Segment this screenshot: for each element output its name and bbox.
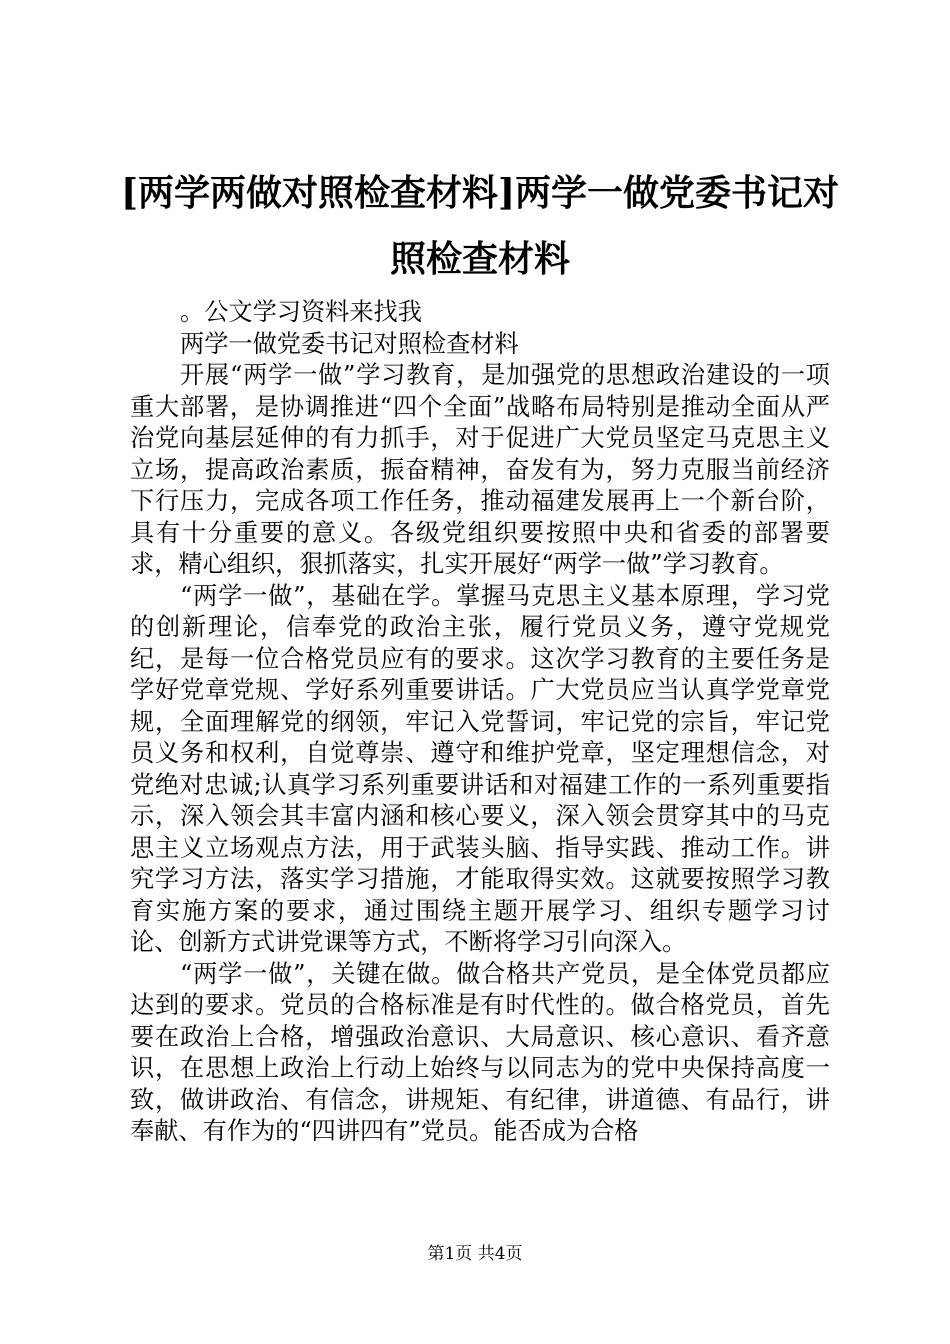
paragraph-practice: “两学一做”，关键在做。做合格共产党员，是全体党员都应达到的要求。党员的合格标准是有时代性的。做合格党员，首先要在政治上合格，增强政治意识、大局意识、核心意识、看齐意识，在思想上政治上行动上始终与以同志为的党中央保持高度一致，做讲政治、有信念，讲规矩、有纪律，讲道德、有品行，讲奉献、有作为的“四讲四有”党员。能否成为合格 [130, 959, 830, 1145]
paragraph-intro: 开展“两学一做”学习教育，是加强党的思想政治建设的一项重大部署，是协调推进“四个全面”战略布局特别是推动全面从严治党向基层延伸的有力抓手，对于促进广大党员坚定马克思主义立场，提高政治素质，振奋精神，奋发有为，努力克服当前经济下行压力，完成各项工作任务，推动福建发展再上一个新台阶，具有十分重要的意义。各级党组织要按照中央和省委的部署要求，精心组织，狠抓落实，扎实开展好“两学一做”学习教育。 [130, 361, 830, 578]
paragraph-subtitle: 两学一做党委书记对照检查材料 [180, 329, 519, 358]
document-title: [两学两做对照检查材料]两学一做党委书记对照检查材料 [120, 172, 840, 280]
page-number-footer: 第1页 共4页 [427, 1244, 523, 1264]
paragraph-source-note: 。公文学习资料来找我 [180, 298, 422, 326]
document-body [130, 297, 830, 1148]
paragraph-study: “两学一做”，基础在学。掌握马克思主义基本原理，学习党的创新理论，信奉党的政治主张，履行党员义务，遵守党规党纪，是每一位合格党员应有的要求。这次学习教育的主要任务是学好党章党规、学好系列重要讲话。广大党员应当认真学党章党规，全面理解党的纲领，牢记入党誓词，牢记党的宗旨，牢记党员义务和权利，自觉尊崇、遵守和维护党章，坚定理想信念，对党绝对忠诚;认真学习系列重要讲话和对福建工作的一系列重要指示，深入领会其丰富内涵和核心要义，深入领会贯穿其中的马克思主义立场观点方法，用于武装头脑、指导实践、推动工作。讲究学习方法，落实学习措施，才能取得实效。这就要按照学习教育实施方案的要求，通过围绕主题开展学习、组织专题学习讨论、创新方式讲党课等方式，不断将学习引向深入。 [130, 581, 830, 956]
